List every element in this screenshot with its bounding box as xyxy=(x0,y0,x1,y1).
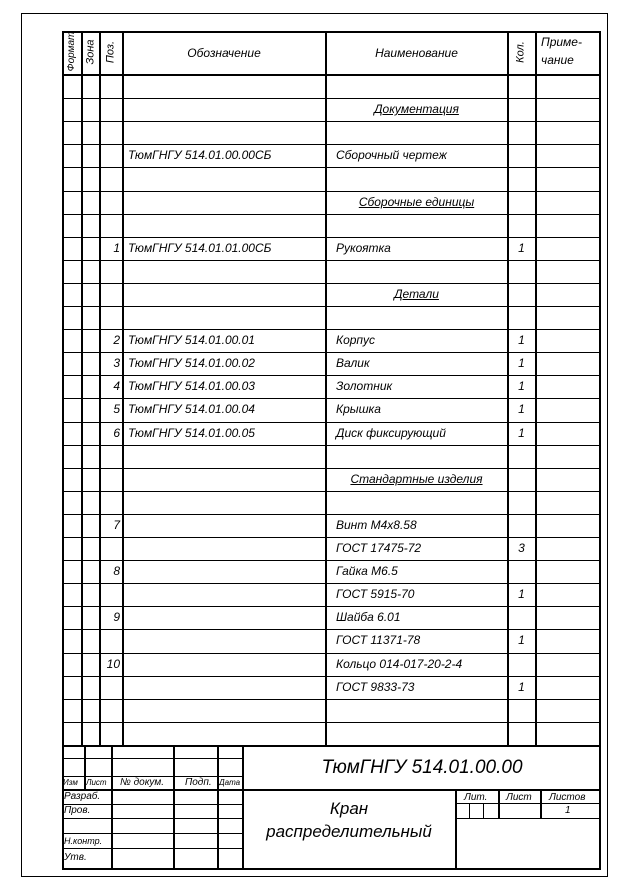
title-divider xyxy=(455,818,601,819)
table-row xyxy=(62,445,601,468)
row-pos: 1 xyxy=(113,241,120,255)
table-row xyxy=(62,167,601,190)
row-qty: 1 xyxy=(518,402,525,416)
header-designation: Обозначение xyxy=(187,46,261,60)
col-doc: № докум. xyxy=(120,777,165,788)
row-qty: 1 xyxy=(518,587,525,601)
row-name: ГОСТ 11371-78 xyxy=(336,633,421,647)
row-qty: 1 xyxy=(518,633,525,647)
sheets-label: Листов xyxy=(549,792,586,803)
header-name: Наименование xyxy=(375,46,458,60)
title-line-2: распределительный xyxy=(266,822,432,841)
row-name: Корпус xyxy=(336,333,376,347)
table-row xyxy=(62,121,601,144)
title-divider xyxy=(62,818,242,819)
title-divider xyxy=(62,833,242,834)
header-qty: Кол. xyxy=(514,41,527,63)
approved-label: Утв. xyxy=(64,852,87,863)
row-name: Сборочные единицы xyxy=(358,195,475,209)
col-date: Дата xyxy=(219,778,241,787)
row-designation: ТюмГНГУ 514.01.00.02 xyxy=(128,356,255,370)
row-pos: 3 xyxy=(113,356,120,370)
row-qty: 1 xyxy=(518,241,525,255)
row-name: ГОСТ 9833-73 xyxy=(336,680,415,694)
row-name: Сборочный чертеж xyxy=(336,148,447,162)
table-row xyxy=(62,606,601,629)
developed-label: Разраб. xyxy=(64,791,101,802)
title-divider xyxy=(498,790,500,818)
row-designation: ТюмГНГУ 514.01.00.03 xyxy=(128,379,255,393)
row-name: ГОСТ 5915-70 xyxy=(336,587,415,601)
row-pos: 2 xyxy=(113,333,120,347)
title-divider xyxy=(62,789,601,791)
row-name: Шайба 6.01 xyxy=(336,610,401,624)
row-qty: 3 xyxy=(518,541,525,555)
title-block-border xyxy=(62,745,601,747)
norm-control-label: Н.контр. xyxy=(64,836,103,846)
header-format: Формат xyxy=(66,31,77,72)
row-name: Валик xyxy=(336,356,370,370)
title-line-1: Кран xyxy=(329,799,369,818)
row-pos: 4 xyxy=(113,379,120,393)
table-row xyxy=(62,699,601,722)
row-qty: 1 xyxy=(518,333,525,347)
row-name: Гайка М6.5 xyxy=(336,564,398,578)
row-designation: ТюмГНГУ 514.01.01.00СБ xyxy=(128,241,272,255)
table-row xyxy=(62,75,601,98)
row-pos: 9 xyxy=(113,610,120,624)
row-designation: ТюмГНГУ 514.01.00.00СБ xyxy=(128,148,272,162)
col-sign: Подп. xyxy=(185,777,212,788)
table-row xyxy=(62,653,601,676)
sheets-value: 1 xyxy=(565,805,571,816)
table-row xyxy=(62,214,601,237)
col-list: Лист xyxy=(86,778,107,787)
lit-label: Лит. xyxy=(464,792,488,803)
row-name: Крышка xyxy=(336,402,381,416)
row-pos: 10 xyxy=(106,657,120,671)
header-zone: Зона xyxy=(84,39,97,65)
lit-divider xyxy=(483,803,484,818)
row-name: Детали xyxy=(394,287,439,301)
row-name: Документация xyxy=(374,102,459,116)
row-designation: ТюмГНГУ 514.01.00.01 xyxy=(128,333,255,347)
row-name: Стандартные изделия xyxy=(350,472,483,486)
row-qty: 1 xyxy=(518,426,525,440)
sheet-label: Лист xyxy=(506,792,532,803)
table-row xyxy=(62,306,601,329)
table-row xyxy=(62,260,601,283)
header-pos: Поз. xyxy=(104,40,117,64)
title-divider xyxy=(455,790,457,870)
row-pos: 7 xyxy=(113,518,120,532)
col-izm: Изм xyxy=(63,778,78,787)
title-divider xyxy=(62,758,242,759)
row-qty: 1 xyxy=(518,379,525,393)
title-divider xyxy=(540,790,542,818)
title-divider xyxy=(111,745,113,870)
title-divider xyxy=(173,745,175,870)
row-name: ГОСТ 17475-72 xyxy=(336,541,422,555)
row-pos: 5 xyxy=(113,402,120,416)
title-divider xyxy=(455,803,601,804)
table-row xyxy=(62,560,601,583)
row-qty: 1 xyxy=(518,356,525,370)
row-pos: 8 xyxy=(113,564,120,578)
table-row xyxy=(62,491,601,514)
lit-divider xyxy=(469,803,470,818)
row-name: Кольцо 014-017-20-2-4 xyxy=(336,657,463,671)
row-name: Рукоятка xyxy=(336,241,391,255)
row-qty: 1 xyxy=(518,680,525,694)
row-designation: ТюмГНГУ 514.01.00.04 xyxy=(128,402,255,416)
row-name: Винт М4x8.58 xyxy=(336,518,417,532)
row-pos: 6 xyxy=(113,426,120,440)
row-name: Диск фиксирующий xyxy=(336,426,446,440)
title-divider xyxy=(62,848,242,849)
row-designation: ТюмГНГУ 514.01.00.05 xyxy=(128,426,255,440)
table-row xyxy=(62,722,601,745)
checked-label: Пров. xyxy=(64,805,91,816)
row-name: Золотник xyxy=(336,379,393,393)
table-row xyxy=(62,514,601,537)
document-code: ТюмГНГУ 514.01.00.00 xyxy=(321,757,523,778)
header-note-1: Приме- xyxy=(541,35,582,49)
title-divider xyxy=(217,745,219,870)
header-note-2: чание xyxy=(541,53,574,67)
